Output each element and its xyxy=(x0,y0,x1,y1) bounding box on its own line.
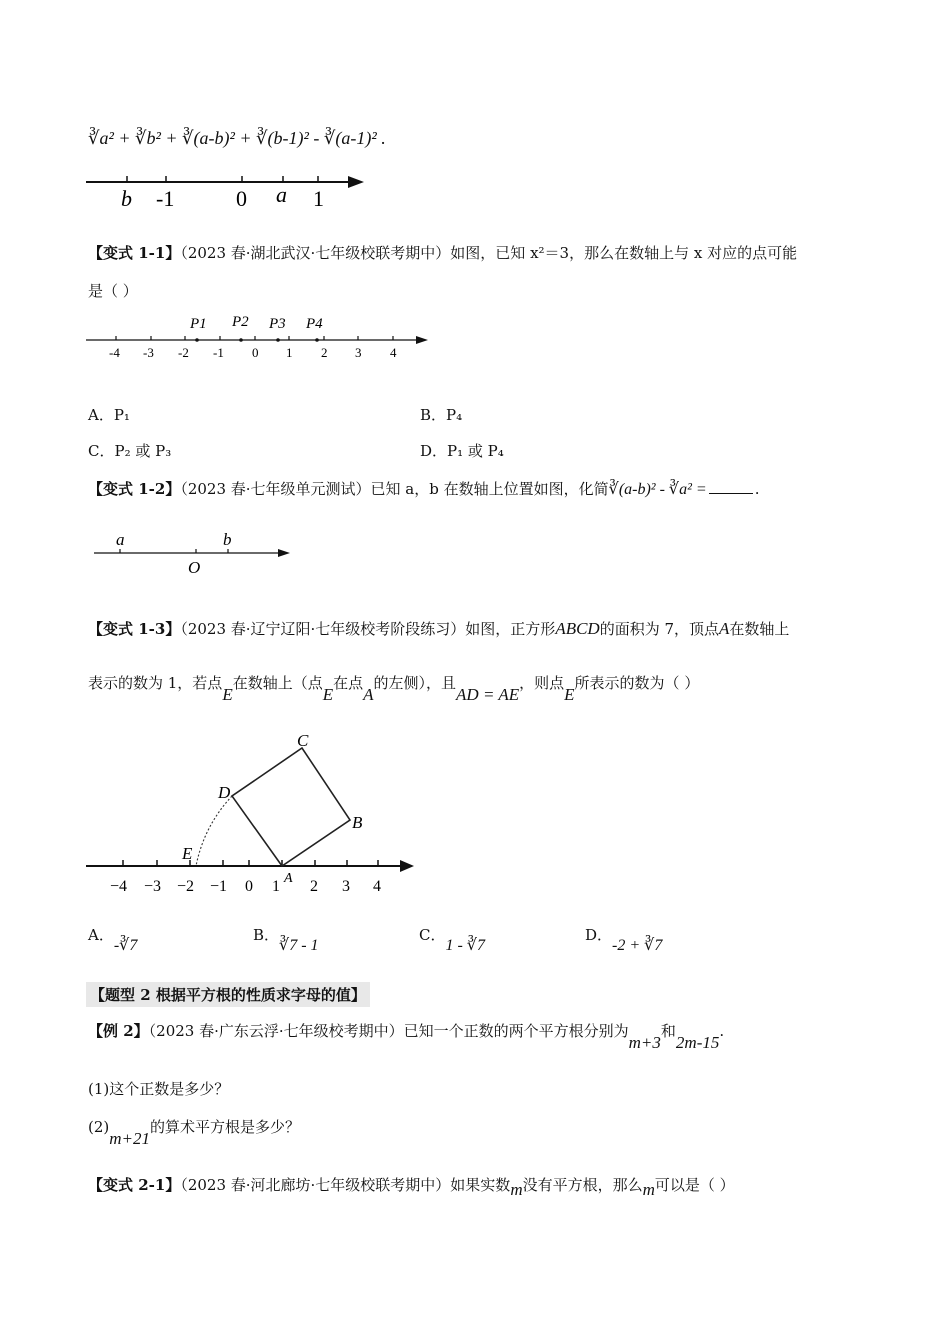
v11-point-p3: P3 xyxy=(269,316,286,332)
line1-label-neg1: -1 xyxy=(156,186,175,211)
svg-text:3: 3 xyxy=(342,878,350,895)
svg-text:-1: -1 xyxy=(213,345,224,360)
fig-label-a: A xyxy=(284,871,293,886)
line1-label-0: 0 xyxy=(236,186,247,211)
v11-option-a[interactable]: A．P₁ xyxy=(88,406,130,424)
svg-text:−4: −4 xyxy=(110,878,128,895)
fig-label-d: D xyxy=(218,783,231,802)
answer-blank xyxy=(709,493,753,494)
svg-text:1: 1 xyxy=(286,345,293,360)
line1-label-b: b xyxy=(121,186,132,211)
example2-q2: (2)m+21的算术平方根是多少？ xyxy=(88,1118,301,1148)
fig-label-c: C xyxy=(297,731,309,750)
v13-option-d[interactable]: D．-2 + ∛7 xyxy=(585,926,663,954)
v11-point-p2: P2 xyxy=(232,314,249,330)
svg-text:2: 2 xyxy=(310,878,318,895)
v13-option-a[interactable]: A．-∛7 xyxy=(88,926,138,954)
v11-line2: 是（ ） xyxy=(88,282,138,300)
v11-line1: 【变式 1-1】（2023 春·湖北武汉·七年级校联考期中）如图，已知 x²＝3，那么在数轴上与 x 对应的点可能 xyxy=(88,244,798,262)
v21-line: 【变式 2-1】（2023 春·河北廊坊·七年级校联考期中）如果实数m没有平方根，那么m可以是（ ） xyxy=(88,1176,735,1199)
v12-label-o: O xyxy=(188,558,201,577)
fig-label-b: B xyxy=(352,813,363,832)
v12-line: 【变式 1-2】（2023 春·七年级单元测试）已知 a，b 在数轴上位置如图，化简∛(a-b)² - ∛a² = . xyxy=(88,480,760,498)
svg-text:-2: -2 xyxy=(178,345,189,360)
svg-text:4: 4 xyxy=(390,345,397,360)
example2-line: 【例 2】（2023 春·广东云浮·七年级校考期中）已知一个正数的两个平方根分别为m+3和2m-15. xyxy=(88,1022,725,1052)
v11-option-d[interactable]: D．P₁ 或 P₄ xyxy=(420,442,504,460)
svg-text:-4: -4 xyxy=(109,345,120,360)
svg-text:0: 0 xyxy=(252,345,259,360)
svg-text:−2: −2 xyxy=(177,878,195,895)
top-expression: ∛a² + ∛b² + ∛(a-b)² + ∛(b-1)² - ∛(a-1)² . xyxy=(88,128,386,148)
svg-text:1: 1 xyxy=(272,878,280,895)
line1-label-1: 1 xyxy=(313,186,324,211)
v13-option-b[interactable]: B．∛7 - 1 xyxy=(253,926,319,954)
svg-text:-3: -3 xyxy=(143,345,154,360)
type2-header: 【题型 2 根据平方根的性质求字母的值】 xyxy=(86,982,370,1007)
v13-line1: 【变式 1-3】（2023 春·辽宁辽阳·七年级校考阶段练习）如图，正方形ABCD的面积为 7，顶点A在数轴上 xyxy=(88,619,790,638)
square-figure xyxy=(86,726,426,898)
v11-point-p1: P1 xyxy=(190,316,207,332)
fig-label-e: E xyxy=(182,844,193,863)
v12-label-b: b xyxy=(223,530,232,549)
v11-point-p4: P4 xyxy=(306,316,323,332)
svg-text:3: 3 xyxy=(355,345,362,360)
svg-text:2: 2 xyxy=(321,345,328,360)
v13-line2: 表示的数为 1，若点E在数轴上（点E在点A的左侧），且AD = AE，则点E所表示的数为（ ） xyxy=(88,674,700,704)
number-line-v11 xyxy=(86,310,436,362)
v12-label-a: a xyxy=(116,530,125,549)
line1-label-a: a xyxy=(276,182,287,207)
svg-text:0: 0 xyxy=(245,878,253,895)
v11-option-b[interactable]: B．P₄ xyxy=(420,406,463,424)
v13-option-c[interactable]: C．1 - ∛7 xyxy=(419,926,486,954)
v11-option-c[interactable]: C．P₂ 或 P₃ xyxy=(88,442,172,460)
number-line-1 xyxy=(86,166,386,212)
svg-text:−3: −3 xyxy=(144,878,162,895)
number-line-v12 xyxy=(92,528,302,578)
svg-text:4: 4 xyxy=(373,878,381,895)
svg-text:−1: −1 xyxy=(210,878,228,895)
example2-q1: (1)这个正数是多少？ xyxy=(88,1080,230,1098)
